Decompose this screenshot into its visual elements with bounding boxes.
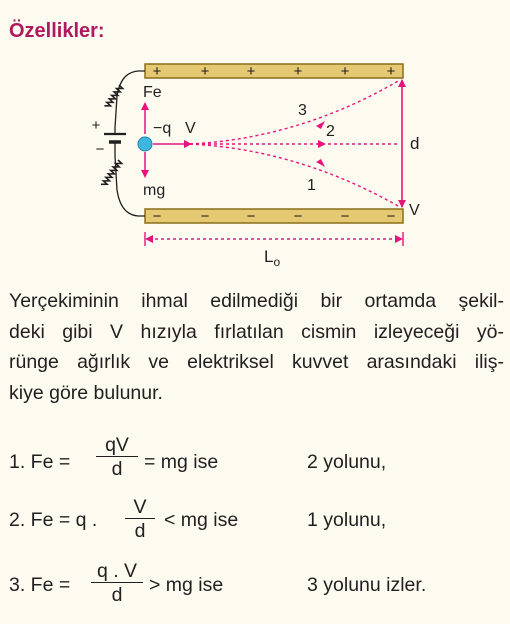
equation-2 xyxy=(9,496,504,556)
fraction-denominator: d xyxy=(111,584,123,606)
fraction-denominator: d xyxy=(111,458,123,480)
equation-prefix: 2. Fe = q . xyxy=(9,509,98,531)
fraction-numerator: q . V xyxy=(91,560,143,583)
velocity-label: V xyxy=(185,120,196,137)
equation-result: 1 yolunu, xyxy=(307,509,387,531)
trajectory-1 xyxy=(190,144,398,206)
bottom-plate-sign-4: − xyxy=(293,208,303,225)
distance-label: d xyxy=(410,134,420,153)
equation-fraction xyxy=(96,434,138,481)
charge-label: −q xyxy=(153,120,172,137)
battery-minus-sign: − xyxy=(95,141,105,158)
bottom-plate xyxy=(145,209,403,223)
coil-wire-bottom xyxy=(115,156,145,216)
trajectory-3 xyxy=(190,81,398,144)
battery-plus-sign: + xyxy=(91,117,101,134)
top-plate-sign-4: + xyxy=(293,63,303,80)
description-paragraph xyxy=(9,286,504,408)
fraction-numerator: qV xyxy=(96,434,138,457)
bottom-plate-sign-6: − xyxy=(386,208,396,225)
fraction-denominator: d xyxy=(134,520,146,542)
bottom-plate-sign-2: − xyxy=(200,208,210,225)
paragraph-line: kiye göre bulunur. xyxy=(9,381,163,404)
bottom-plate-sign-5: − xyxy=(340,208,350,225)
paragraph-line: Yerçekiminin ihmal edilmediği bir ortamda şekil- xyxy=(9,290,504,312)
equation-fraction xyxy=(125,496,155,543)
top-plate-sign-2: + xyxy=(200,63,210,80)
top-plate-sign-5: + xyxy=(340,63,350,80)
top-plate-sign-6: + xyxy=(386,63,396,80)
bottom-plate-sign-3: − xyxy=(246,208,256,225)
fraction-numerator: V xyxy=(125,496,155,519)
force-up-label: Fe xyxy=(143,84,162,101)
force-down-label: mg xyxy=(143,182,166,199)
equation-condition: = mg ise xyxy=(144,451,219,473)
equation-1 xyxy=(9,434,504,494)
equation-condition: < mg ise xyxy=(164,509,239,531)
coil-top xyxy=(101,84,125,106)
coil-wire-top xyxy=(115,71,145,128)
heading: Özellikler: xyxy=(9,20,105,42)
exit-velocity-label: V xyxy=(409,202,420,219)
top-plate-sign-1: + xyxy=(152,63,162,80)
paragraph-line: rünge ağırlık ve elektriksel kuvvet arasındaki iliş- xyxy=(9,351,504,373)
coil-bottom xyxy=(97,159,124,185)
equation-condition: > mg ise xyxy=(149,574,224,596)
paragraph-line: deki gibi V hızıyla fırlatılan cismin izleyeceği yö- xyxy=(9,320,504,343)
path-label-2: 2 xyxy=(326,123,335,140)
top-plate xyxy=(145,64,403,78)
length-label: $L_o$ xyxy=(264,247,281,269)
capacitor-diagram xyxy=(0,0,510,280)
path-label-1: 1 xyxy=(307,177,316,194)
bottom-plate-sign-1: − xyxy=(152,208,162,225)
charge-ball xyxy=(138,137,152,151)
equation-fraction xyxy=(91,560,143,607)
equation-prefix: 1. Fe = xyxy=(9,451,71,473)
equation-result: 3 yolunu izler. xyxy=(307,574,427,596)
top-plate-sign-3: + xyxy=(246,63,256,80)
equation-3 xyxy=(9,560,504,620)
equation-prefix: 3. Fe = xyxy=(9,574,71,596)
equation-result: 2 yolunu, xyxy=(307,451,387,473)
path-label-3: 3 xyxy=(298,102,307,119)
